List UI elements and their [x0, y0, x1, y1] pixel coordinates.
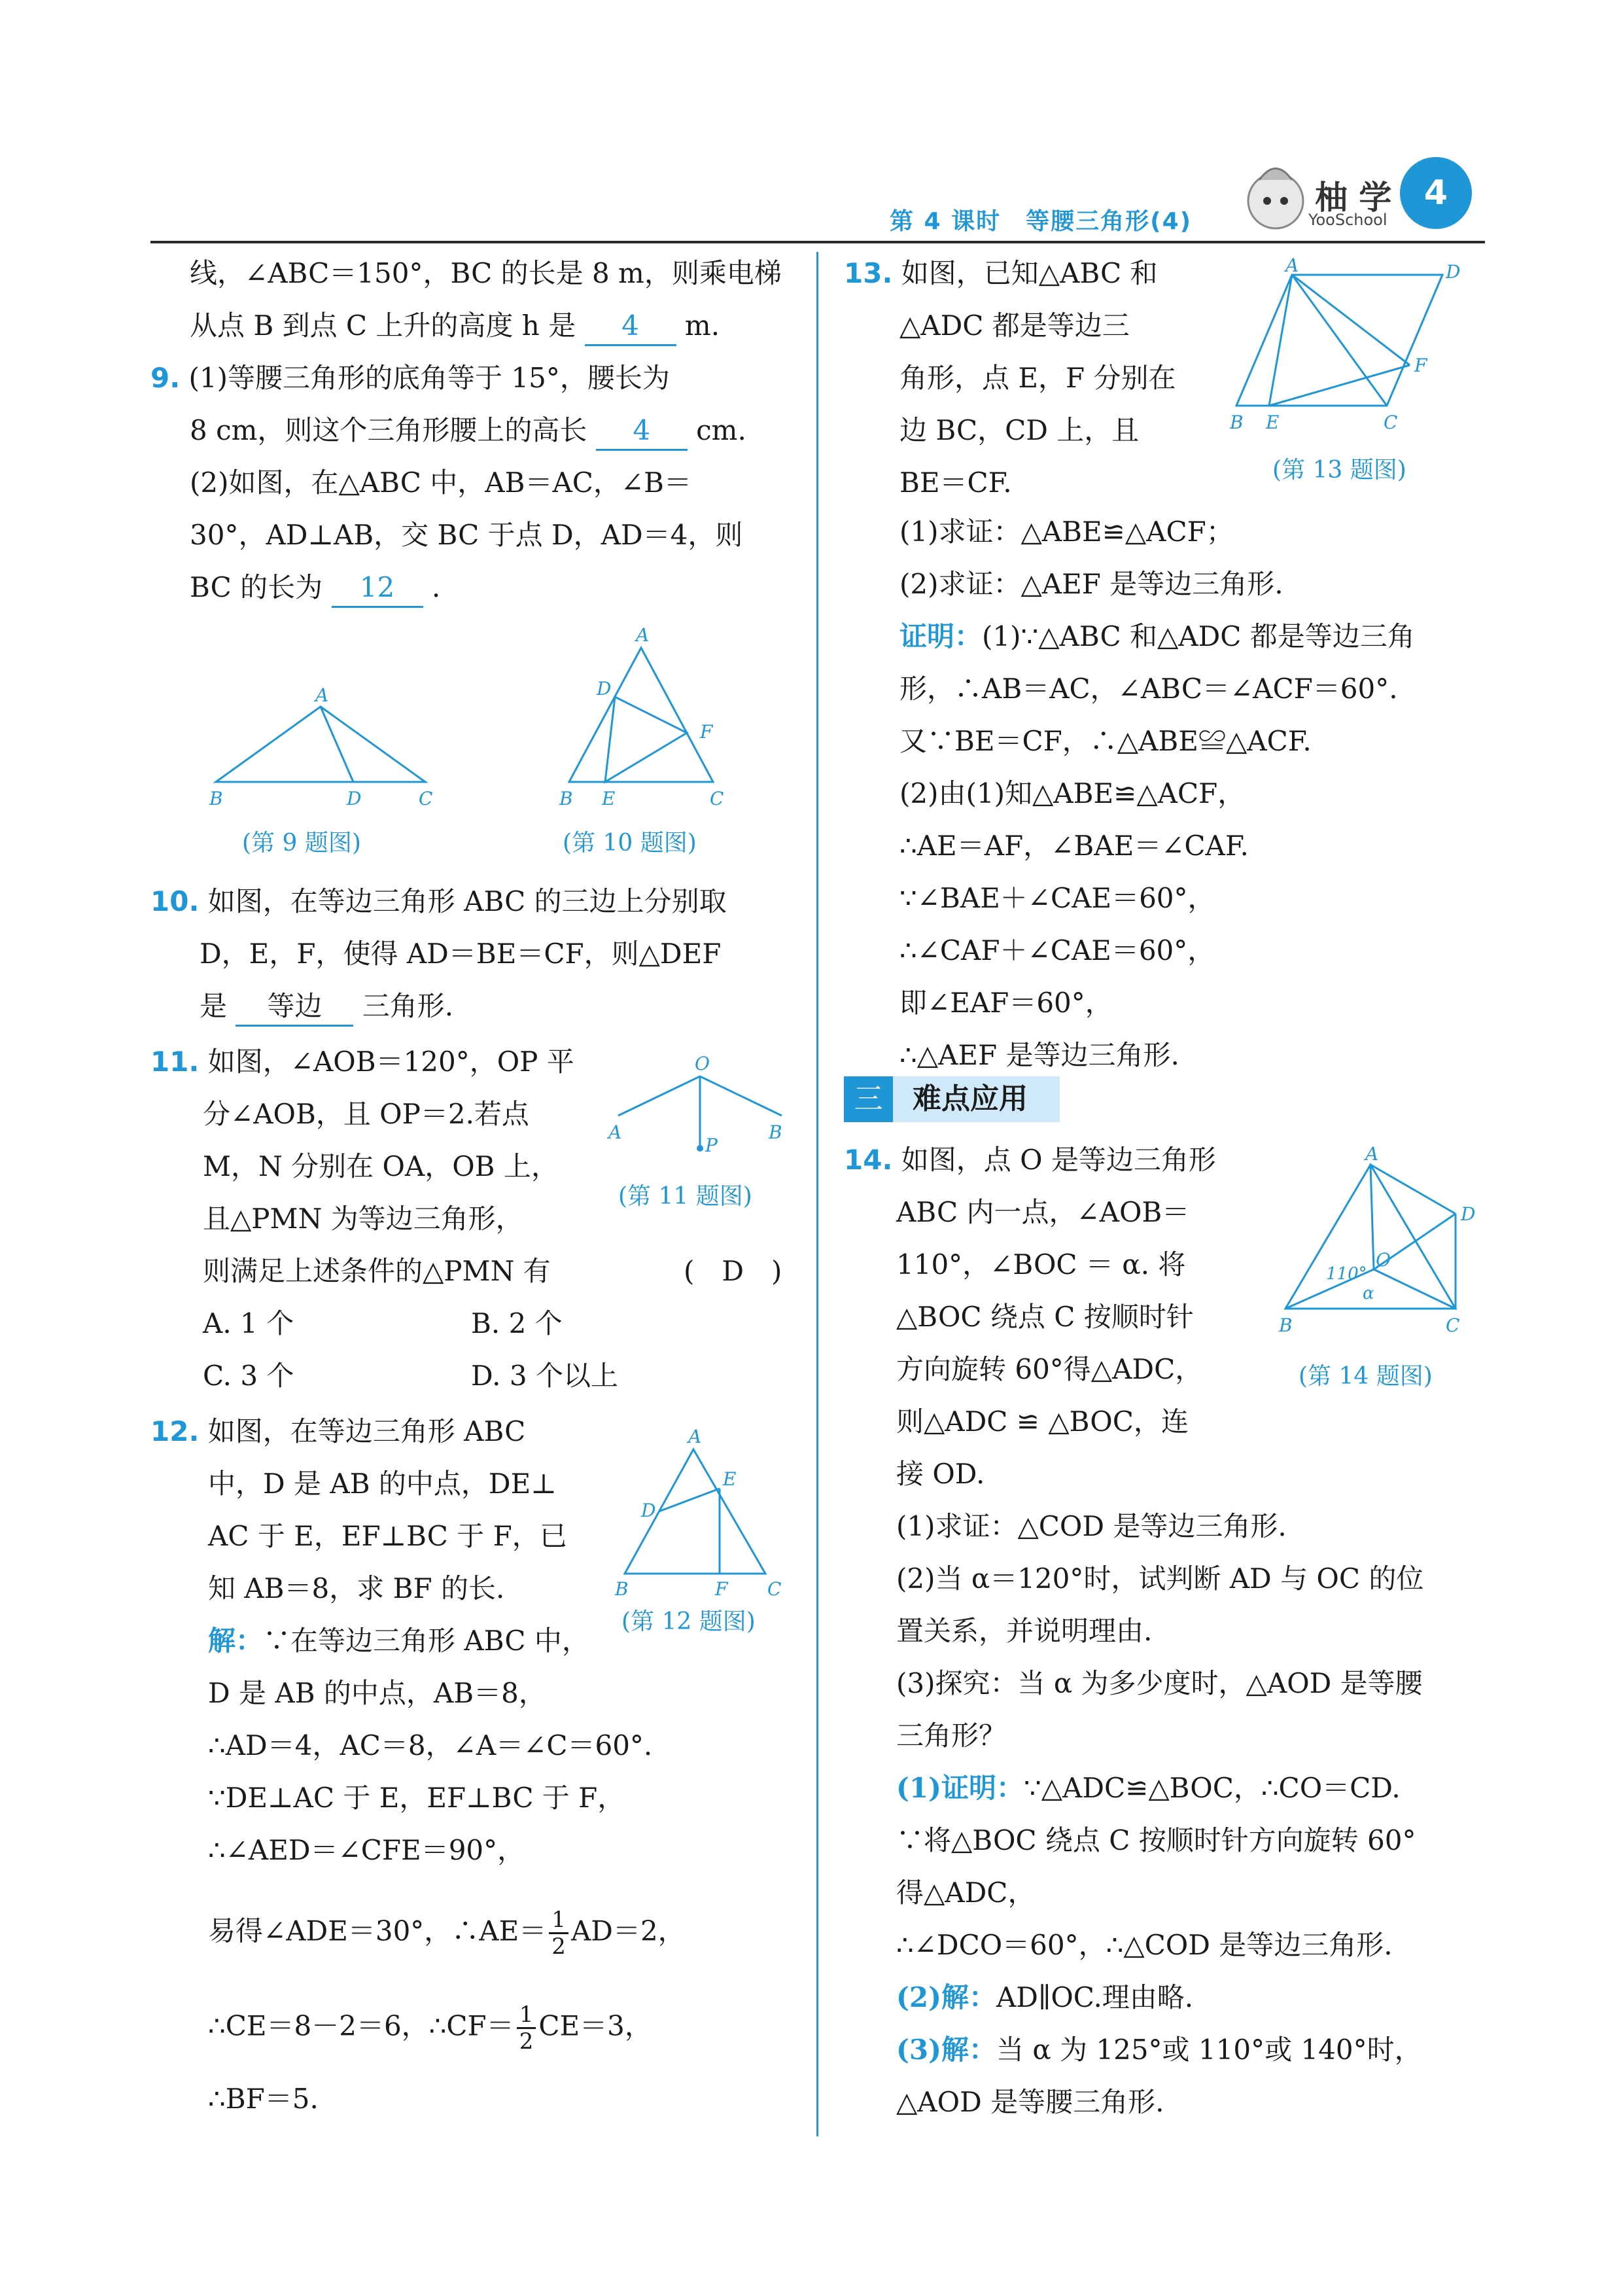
q14-line4: △BOC 绕点 C 按顺时针: [896, 1301, 1194, 1333]
q8-text: 从点 B 到点 C 上升的高度 h 是: [190, 309, 576, 342]
q9-answer2: 12: [332, 569, 423, 608]
q12-s7b: CE＝3，: [538, 2009, 652, 2042]
q14-line1: [844, 1142, 1216, 1178]
q12-line3: AC 于 E，EF⊥BC 于 F，已: [208, 1520, 567, 1552]
q13-proof-5: ∴AE＝AF，∠BAE＝∠CAF.: [899, 830, 1249, 862]
column-divider: [816, 252, 818, 2136]
fig9-label-B: B: [209, 788, 223, 809]
q13-proof-7: ∴∠CAF＋∠CAE＝60°，: [899, 934, 1215, 966]
caption-fig13: (第 13 题图): [1272, 457, 1406, 484]
q9-unit: cm.: [696, 414, 746, 446]
q12-line2: 中，D 是 AB 的中点，DE⊥: [208, 1468, 557, 1500]
q14-line5: 方向旋转 60°得△ADC，: [896, 1353, 1203, 1385]
q8-unit: m.: [684, 309, 720, 342]
q13-proof-label: 证明：: [899, 620, 983, 652]
q10-answer: 等边: [236, 988, 353, 1027]
q10-text1: 如图，在等边三角形 ABC 的三边上分别取: [207, 885, 727, 917]
fig14-label-110: 110°: [1326, 1264, 1367, 1284]
figure-9: [196, 684, 458, 811]
fig10-label-F: F: [700, 721, 713, 743]
q9-text2: 8 cm，则这个三角形腰上的高长: [190, 414, 587, 446]
caption-fig14: (第 14 题图): [1299, 1363, 1433, 1390]
q12-solution-label: 解：: [208, 1625, 264, 1657]
fig10-label-E: E: [602, 788, 616, 809]
q12-solution-6: [208, 1907, 686, 1959]
q11-line5: 则满足上述条件的△PMN 有: [203, 1255, 551, 1287]
q13-line4: 边 BC，CD 上，且: [899, 414, 1140, 446]
q10-line2: D，E，F，使得 AD＝BE＝CF，则△DEF: [200, 938, 722, 970]
fig11-label-B: B: [769, 1122, 782, 1143]
q9-text5: BC 的长为: [190, 571, 323, 603]
fig9-label-C: C: [419, 788, 433, 809]
q11-number: 11.: [150, 1046, 200, 1078]
q11-line2: 分∠AOB，且 OP＝2.若点: [203, 1098, 529, 1130]
q12-solution-1: [208, 1623, 589, 1659]
q13-line2: △ADC 都是等边三: [899, 309, 1130, 342]
q14-solution-2: ∵将△BOC 绕点 C 按顺时针方向旋转 60°: [896, 1824, 1416, 1856]
q11-option-d: D. 3 个以上: [471, 1360, 618, 1392]
q14-s5-label: (2)解：: [896, 1981, 996, 2013]
q14-solution-3: 得△ADC，: [896, 1877, 1036, 1909]
q13-proof-2: 形，∴AB＝AC，∠ABC＝∠ACF＝60°.: [899, 673, 1398, 705]
q9-period: .: [431, 571, 441, 603]
fig10-label-B: B: [559, 788, 573, 809]
fig14-label-B: B: [1279, 1315, 1293, 1336]
q14-number: 14.: [844, 1144, 893, 1176]
figure-10: [556, 624, 752, 811]
q13-line5: BE＝CF.: [899, 467, 1012, 499]
q11-option-a: A. 1 个: [203, 1307, 294, 1339]
q13-proof-8: 即∠EAF＝60°，: [899, 987, 1113, 1019]
fig14-label-C: C: [1446, 1315, 1460, 1336]
fig10-label-C: C: [710, 788, 724, 809]
q11-option-b: B. 2 个: [471, 1307, 563, 1339]
caption-fig12: (第 12 题图): [621, 1608, 756, 1635]
q11-line1: [150, 1044, 574, 1080]
figure-11: [608, 1047, 785, 1165]
q12-text1: 如图，在等边三角形 ABC: [207, 1415, 526, 1447]
q11-text1: 如图，∠AOB＝120°，OP 平: [207, 1046, 574, 1078]
q11-line4: 且△PMN 为等边三角形，: [203, 1203, 523, 1235]
q13-number: 13.: [844, 257, 893, 289]
q10-text3: 是: [200, 990, 228, 1022]
q13-line3: 角形，点 E，F 分别在: [899, 362, 1176, 394]
q12-number: 12.: [150, 1415, 200, 1447]
fig12-label-F: F: [715, 1578, 728, 1600]
q13-part2: (2)求证：△AEF 是等边三角形.: [899, 568, 1283, 600]
q10-line1: [150, 883, 727, 920]
q10-number: 10.: [150, 885, 200, 917]
q8-line2: [190, 308, 720, 346]
q12-solution-7: [208, 2002, 652, 2054]
figure-14: [1272, 1143, 1488, 1345]
page-number: 4: [1400, 157, 1472, 229]
fig10-label-A: A: [636, 624, 650, 646]
fig12-label-C: C: [767, 1578, 782, 1600]
q9-line5: [190, 569, 440, 608]
q9-text1: (1)等腰三角形的底角等于 15°，腰长为: [188, 362, 670, 394]
fig9-label-A: A: [315, 684, 329, 706]
q12-s1: ∵在等边三角形 ABC 中，: [263, 1625, 589, 1657]
figure-12: [612, 1420, 788, 1603]
fig9-label-D: D: [347, 788, 362, 809]
fig14-label-O: O: [1376, 1249, 1391, 1271]
fig11-label-P: P: [705, 1135, 718, 1156]
q10-line3: [200, 988, 453, 1027]
q14-part3b: 三角形？: [896, 1720, 1007, 1752]
q13-proof-9: ∴△AEF 是等边三角形.: [899, 1039, 1179, 1071]
q14-s1-label: (1)证明：: [896, 1772, 1024, 1804]
fig13-label-D: D: [1446, 261, 1461, 283]
q11-option-c: C. 3 个: [203, 1360, 294, 1392]
q14-solution-1: [896, 1770, 1401, 1807]
q14-line3: 110°，∠BOC ＝ α. 将: [896, 1248, 1186, 1280]
logo-text: 柚 学: [1315, 179, 1392, 217]
q10-text3b: 三角形.: [362, 990, 454, 1022]
lesson-title: 第 4 课时 等腰三角形(4): [890, 208, 1193, 235]
q14-solution-7: △AOD 是等腰三角形.: [896, 2086, 1164, 2118]
fig13-label-E: E: [1266, 412, 1280, 433]
q14-part3: (3)探究：当 α 为多少度时，△AOD 是等腰: [896, 1667, 1423, 1699]
q12-solution-4: ∵DE⊥AC 于 E，EF⊥BC 于 F，: [208, 1782, 625, 1814]
logo-subtext: YooSchool: [1308, 211, 1387, 229]
q12-s7a: ∴CE＝8－2＝6，∴CF＝: [208, 2009, 514, 2042]
fig11-label-A: A: [608, 1122, 622, 1143]
q9-line4: 30°，AD⊥AB，交 BC 于点 D，AD＝4，则: [190, 519, 743, 551]
q9-number: 9.: [150, 362, 181, 394]
fig13-label-A: A: [1285, 255, 1299, 276]
mascot-icon: [1240, 160, 1312, 232]
fig12-label-E: E: [723, 1468, 737, 1490]
q14-line7: 接 OD.: [896, 1458, 985, 1490]
fraction-half: $\frac{1}{2}$: [517, 2002, 536, 2054]
q14-solution-6: [896, 2032, 1422, 2068]
q9-line1: [150, 360, 670, 397]
section-number: 三: [844, 1076, 893, 1122]
fig13-label-C: C: [1384, 412, 1398, 433]
caption-fig11: (第 11 题图): [618, 1183, 752, 1210]
q9-answer1: 4: [596, 412, 688, 451]
q13-proof-6: ∵∠BAE＋∠CAE＝60°，: [899, 882, 1215, 914]
q13-proof-1: [899, 618, 1415, 655]
q11-answer: ( D ): [684, 1255, 782, 1287]
q14-s1: ∵△ADC≌△BOC，∴CO＝CD.: [1023, 1772, 1401, 1804]
q14-part2: (2)当 α＝120°时，试判断 AD 与 OC 的位: [896, 1563, 1424, 1595]
q14-line2: ABC 内一点，∠AOB＝: [896, 1196, 1190, 1228]
q14-text1: 如图，点 O 是等边三角形: [901, 1144, 1216, 1176]
q8-line1: 线，∠ABC＝150°，BC 的长是 8 m，则乘电梯: [190, 257, 782, 289]
fig12-label-A: A: [688, 1426, 702, 1447]
q13-line1: [844, 255, 1158, 292]
q14-part2b: 置关系，并说明理由.: [896, 1615, 1153, 1647]
q12-s6a: 易得∠ADE＝30°，∴AE＝: [208, 1915, 547, 1947]
q13-proof-4: (2)由(1)知△ABE≌△ACF，: [899, 777, 1246, 809]
q14-s6: 当 α 为 125°或 110°或 140°时，: [996, 2034, 1422, 2066]
q13-s1: (1)∵△ABC 和△ADC 都是等边三角: [982, 620, 1415, 652]
fig13-label-F: F: [1414, 355, 1427, 376]
fraction-half: $\frac{1}{2}$: [549, 1907, 568, 1959]
caption-fig10: (第 10 题图): [563, 830, 697, 857]
q12-solution-3: ∴AD＝4，AC＝8，∠A＝∠C＝60°.: [208, 1729, 653, 1761]
fig12-label-B: B: [615, 1578, 629, 1600]
figure-13: [1223, 255, 1485, 433]
fig12-label-D: D: [641, 1500, 656, 1521]
q12-solution-2: D 是 AB 的中点，AB＝8，: [208, 1677, 546, 1709]
q12-line1: [150, 1413, 525, 1450]
section-title: 难点应用: [913, 1082, 1028, 1116]
q13-proof-3: 又∵BE＝CF，∴△ABE≌△ACF.: [899, 725, 1312, 757]
q13-part1: (1)求证：△ABE≌△ACF；: [899, 516, 1234, 548]
q8-answer: 4: [585, 308, 676, 346]
q14-part1: (1)求证：△COD 是等边三角形.: [896, 1510, 1287, 1542]
q13-text1: 如图，已知△ABC 和: [901, 257, 1158, 289]
fig14-label-A: A: [1365, 1143, 1379, 1165]
header-rule: [150, 241, 1485, 243]
q14-solution-5: [896, 1979, 1193, 2016]
q14-s5: AD∥OC.理由略.: [996, 1981, 1194, 2013]
q12-line4: 知 AB＝8，求 BF 的长.: [208, 1572, 505, 1604]
caption-fig9: (第 9 题图): [242, 830, 361, 857]
q12-solution-8: ∴BF＝5.: [208, 2083, 319, 2115]
q14-solution-4: ∴∠DCO＝60°，∴△COD 是等边三角形.: [896, 1929, 1393, 1961]
fig14-label-D: D: [1461, 1203, 1476, 1225]
q9-line3: (2)如图，在△ABC 中，AB＝AC，∠B＝: [190, 467, 691, 499]
q9-line2: [190, 412, 746, 451]
fig13-label-B: B: [1230, 412, 1244, 433]
q14-s6-label: (3)解：: [896, 2034, 996, 2066]
fig11-label-O: O: [695, 1053, 710, 1074]
q14-line6: 则△ADC ≌ △BOC，连: [896, 1405, 1189, 1438]
fig10-label-D: D: [597, 678, 612, 699]
q12-solution-5: ∴∠AED＝∠CFE＝90°，: [208, 1834, 525, 1866]
q12-s6b: AD＝2，: [570, 1915, 686, 1947]
q11-line3: M，N 分别在 OA，OB 上，: [203, 1150, 559, 1182]
fig14-label-alpha: α: [1363, 1284, 1374, 1303]
